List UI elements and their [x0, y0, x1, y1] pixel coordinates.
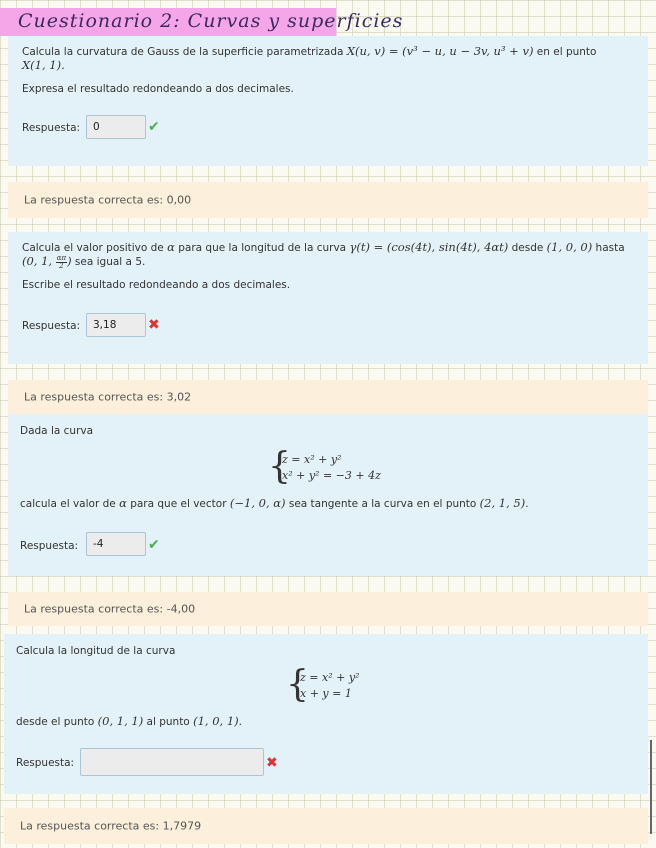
- question-card-2: [8, 232, 648, 364]
- scrollbar[interactable]: [650, 740, 652, 834]
- question-text: Calcula el valor positivo de α para que la longitud de la curva γ(t) = (cos(4t), sin(4t), 4αt) desde (1, 0, 0) hasta: [22, 240, 625, 254]
- question-text-endpoints: desde el punto (0, 1, 1) al punto (1, 0, 1).: [16, 714, 242, 728]
- feedback-box-4: [4, 808, 648, 844]
- check-icon: ✔: [148, 119, 160, 135]
- equation-system: { z = x² + y² x + y = 1: [286, 664, 360, 705]
- page-title: Cuestionario 2: Curvas y superficies: [18, 10, 404, 32]
- feedback-box-3: [8, 592, 648, 626]
- correct-answer-text: La respuesta correcta es: 0,00: [24, 193, 192, 207]
- question-text-point: X(1, 1).: [22, 58, 65, 72]
- feedback-box-1: [8, 182, 648, 218]
- question-text: Calcula la longitud de la curva: [16, 645, 176, 657]
- response-label: Respuesta:: [20, 540, 79, 552]
- correct-answer-text: La respuesta correcta es: -4,00: [24, 602, 196, 616]
- question-instruction: Escribe el resultado redondeando a dos decimales.: [22, 279, 291, 291]
- question-text-point: (0, 1, $\frac{\alpha\pi}{2}$ ) sea igual a 5.: [22, 253, 146, 270]
- question-text: Dada la curva: [20, 425, 94, 437]
- answer-input[interactable]: -4: [86, 532, 146, 556]
- equation-system: { z = x² + y² x² + y² = −3 + 4z: [268, 446, 381, 487]
- question-text: Calcula la curvatura de Gauss de la superficie parametrizada X(u, v) = (v³ − u, u − 3v, u³ + v) en el punto: [22, 44, 597, 58]
- answer-input[interactable]: [80, 748, 264, 776]
- question-card-1: [8, 36, 648, 166]
- feedback-box-2: [8, 380, 648, 414]
- response-label: Respuesta:: [22, 320, 81, 332]
- answer-input[interactable]: 3,18: [86, 313, 146, 337]
- question-text-condition: calcula el valor de α para que el vector (−1, 0, α) sea tangente a la curva en el punto (2, 1, 5).: [20, 496, 529, 510]
- question-card-4: [4, 634, 648, 794]
- answer-input[interactable]: 0: [86, 115, 146, 139]
- page-title-highlight: [0, 8, 404, 36]
- check-icon: ✔: [148, 537, 160, 553]
- response-label: Respuesta:: [16, 757, 75, 769]
- cross-icon: ✖: [266, 755, 278, 771]
- response-label: Respuesta:: [22, 122, 81, 134]
- cross-icon: ✖: [148, 317, 160, 333]
- correct-answer-text: La respuesta correcta es: 1,7979: [20, 819, 202, 833]
- question-instruction: Expresa el resultado redondeando a dos decimales.: [22, 83, 294, 95]
- correct-answer-text: La respuesta correcta es: 3,02: [24, 390, 192, 404]
- question-card-3: [8, 414, 648, 576]
